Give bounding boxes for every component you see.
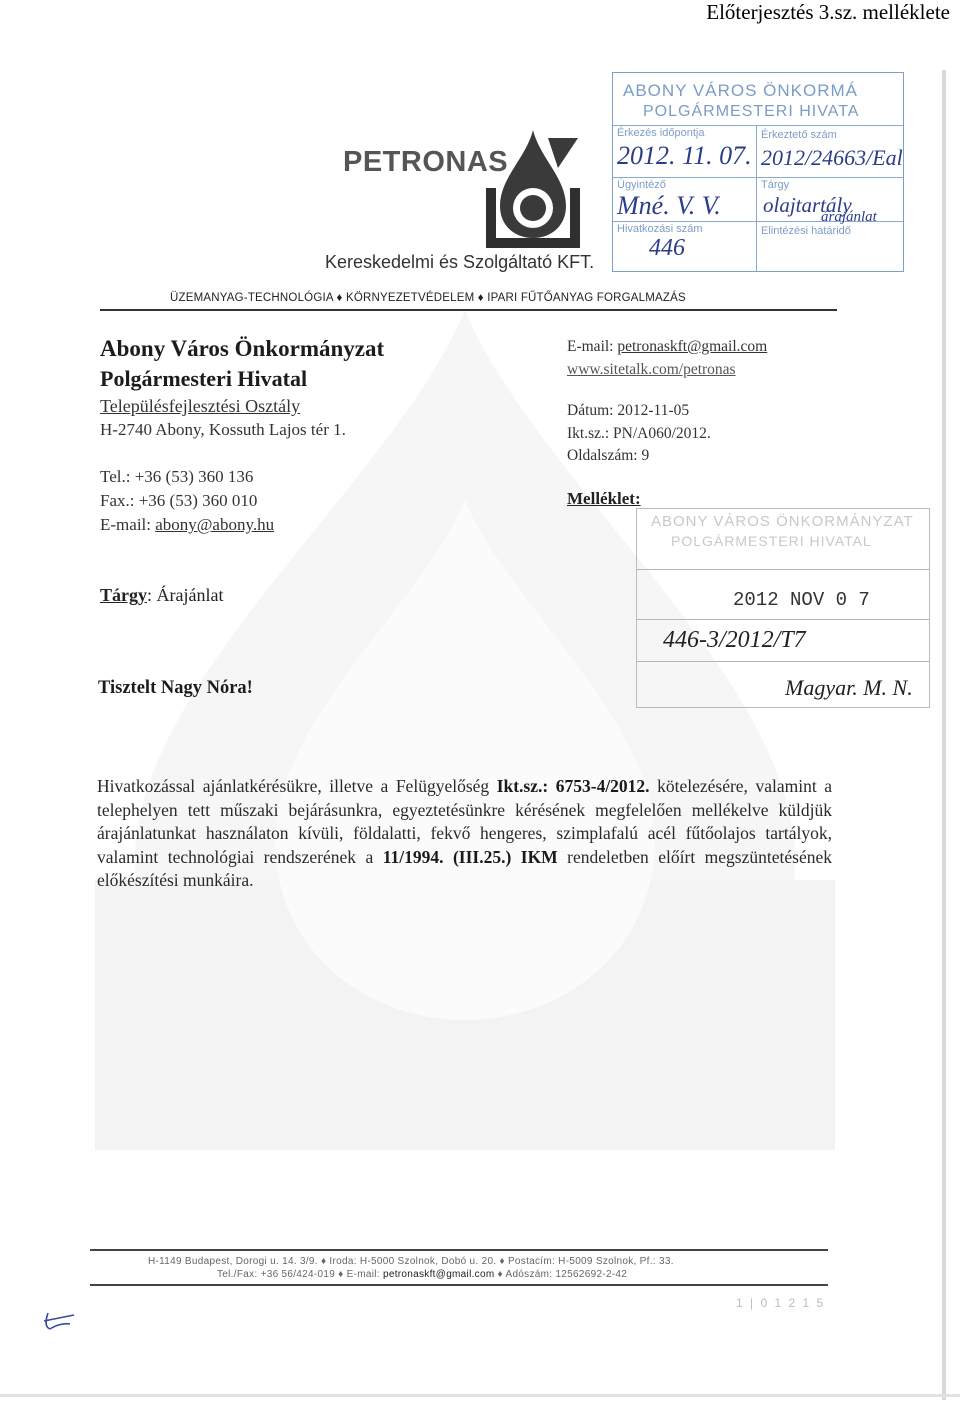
office-stamp-subtitle: POLGÁRMESTERI HIVATAL — [671, 533, 872, 549]
handwritten-date: 2012. 11. 07. — [617, 141, 752, 170]
footer-address: H-1149 Budapest, Dorogi u. 14. 3/9. ♦ Iroda: H-5000 Szolnok, Dobó u. 20. ♦ Postacím: H-5009 Szolnok, Pf.: 33. — [148, 1256, 674, 1267]
addressee-email-line — [100, 515, 274, 535]
label-deadline: Elintézési határidő — [761, 225, 851, 237]
addressee-name: Abony Város Önkormányzat — [100, 336, 385, 361]
page-count: Oldalszám: 9 — [567, 447, 650, 464]
subject-text: : Árajánlat — [147, 585, 224, 605]
addressee-phone: Tel.: +36 (53) 360 136 — [100, 467, 254, 486]
footer-contact-pre: Tel./Fax: +36 56/424-019 ♦ E-mail: — [217, 1269, 383, 1280]
initials-signature-icon — [40, 1305, 80, 1335]
footer-contact-post: ♦ Adószám: 12562692-2-42 — [494, 1269, 628, 1280]
office-stamp — [636, 508, 930, 708]
handwritten-subject-1: olajtartály — [763, 193, 852, 217]
label-reg-no: Érkeztető szám — [761, 129, 837, 141]
office-handwritten-signature: Magyar. M. N. — [785, 675, 913, 700]
footer-email-link[interactable]: petronaskft@gmail.com — [382, 1269, 495, 1280]
label-subject: Tárgy — [761, 179, 790, 191]
subject-label: Tárgy — [100, 585, 147, 605]
sender-email-link[interactable]: petronaskft@gmail.com — [617, 338, 768, 355]
body-part-2: kötelezésére, valamint a telephelyen tett műszaki bejárásunkra, egyeztetésünkre kérésének megfelelően mellékelve küldjük árajánlatunkat használaton kívüli, földalatti, fekvő hengeres, szimplafalú acél fűtőolajos tartályok, valamint technológiai rendszerének a — [97, 776, 833, 867]
company-name: Kereskedelmi és Szolgáltató KFT. — [325, 252, 595, 272]
page-edge — [942, 70, 946, 1400]
brand-logo-text: PETRONAS — [343, 146, 509, 178]
stamp-subtitle: POLGÁRMESTERI HIVATA — [643, 103, 860, 120]
label-clerk: Ügyintéző — [617, 179, 666, 191]
footer-divider-bottom — [90, 1284, 828, 1286]
handwritten-subject-2: árajánlat — [821, 209, 877, 225]
document-date: Dátum: 2012-11-05 — [567, 402, 690, 419]
addressee-fax: Fax.: +36 (53) 360 010 — [100, 491, 258, 510]
addressee-email-link[interactable]: abony@abony.hu — [155, 515, 275, 534]
attachment-heading: Melléklet: — [567, 489, 641, 508]
addressee-office: Polgármesteri Hivatal — [100, 366, 308, 391]
office-stamp-title: ABONY VÁROS ÖNKORMÁNYZAT — [651, 513, 914, 530]
attachment-label: Előterjesztés 3.sz. melléklete — [706, 0, 950, 24]
petronas-logo-icon — [478, 128, 588, 253]
body-reference: Ikt.sz.: 6753-4/2012. — [496, 776, 650, 796]
sender-website-link[interactable]: www.sitetalk.com/petronas — [567, 361, 736, 378]
email-label: E-mail: — [100, 515, 156, 534]
received-stamp — [612, 72, 904, 272]
label-arrival: Érkezés időpontja — [617, 127, 705, 139]
subject-line — [100, 585, 223, 606]
sender-email-line — [567, 338, 767, 356]
stamp-title: ABONY VÁROS ÖNKORMÁ — [623, 81, 859, 100]
addressee-address: H-2740 Abony, Kossuth Lajos tér 1. — [100, 420, 346, 439]
page-edge-bottom — [0, 1394, 960, 1397]
office-date-stamp: 2012 NOV 0 7 — [733, 589, 870, 611]
footer-contact — [217, 1269, 627, 1280]
addressee-unit: Településfejlesztési Osztály — [100, 396, 301, 416]
letterhead-divider — [100, 309, 837, 311]
sender-email-label: E-mail: — [567, 338, 618, 355]
page-number: 1 | 0 1 2 1 5 — [736, 1296, 826, 1310]
document-ref-number: Ikt.sz.: PN/A060/2012. — [567, 425, 711, 442]
office-handwritten-number: 446-3/2012/T7 — [663, 627, 806, 653]
label-ref-no: Hivatkozási szám — [617, 223, 703, 235]
letter-body — [97, 775, 832, 893]
handwritten-reg-no: 2012/24663/Eal — [761, 145, 903, 170]
body-part-3: rendeletben előírt megszüntetésének előkészítési munkáira. — [97, 846, 832, 890]
footer-divider-top — [90, 1249, 828, 1251]
handwritten-ref-no: 446 — [649, 235, 685, 261]
greeting: Tisztelt Nagy Nóra! — [98, 678, 253, 698]
company-tagline: ÜZEMANYAG-TECHNOLÓGIA ♦ KÖRNYEZETVÉDELEM ♦ IPARI FŰTŐANYAG FORGALMAZÁS — [170, 292, 686, 304]
body-regulation: 11/1994. (III.25.) IKM — [382, 846, 558, 867]
body-part-1: Hivatkozással ajánlatkérésükre, illetve a Felügyelőség — [97, 776, 497, 796]
handwritten-clerk: Mné. V. V. — [617, 191, 721, 220]
